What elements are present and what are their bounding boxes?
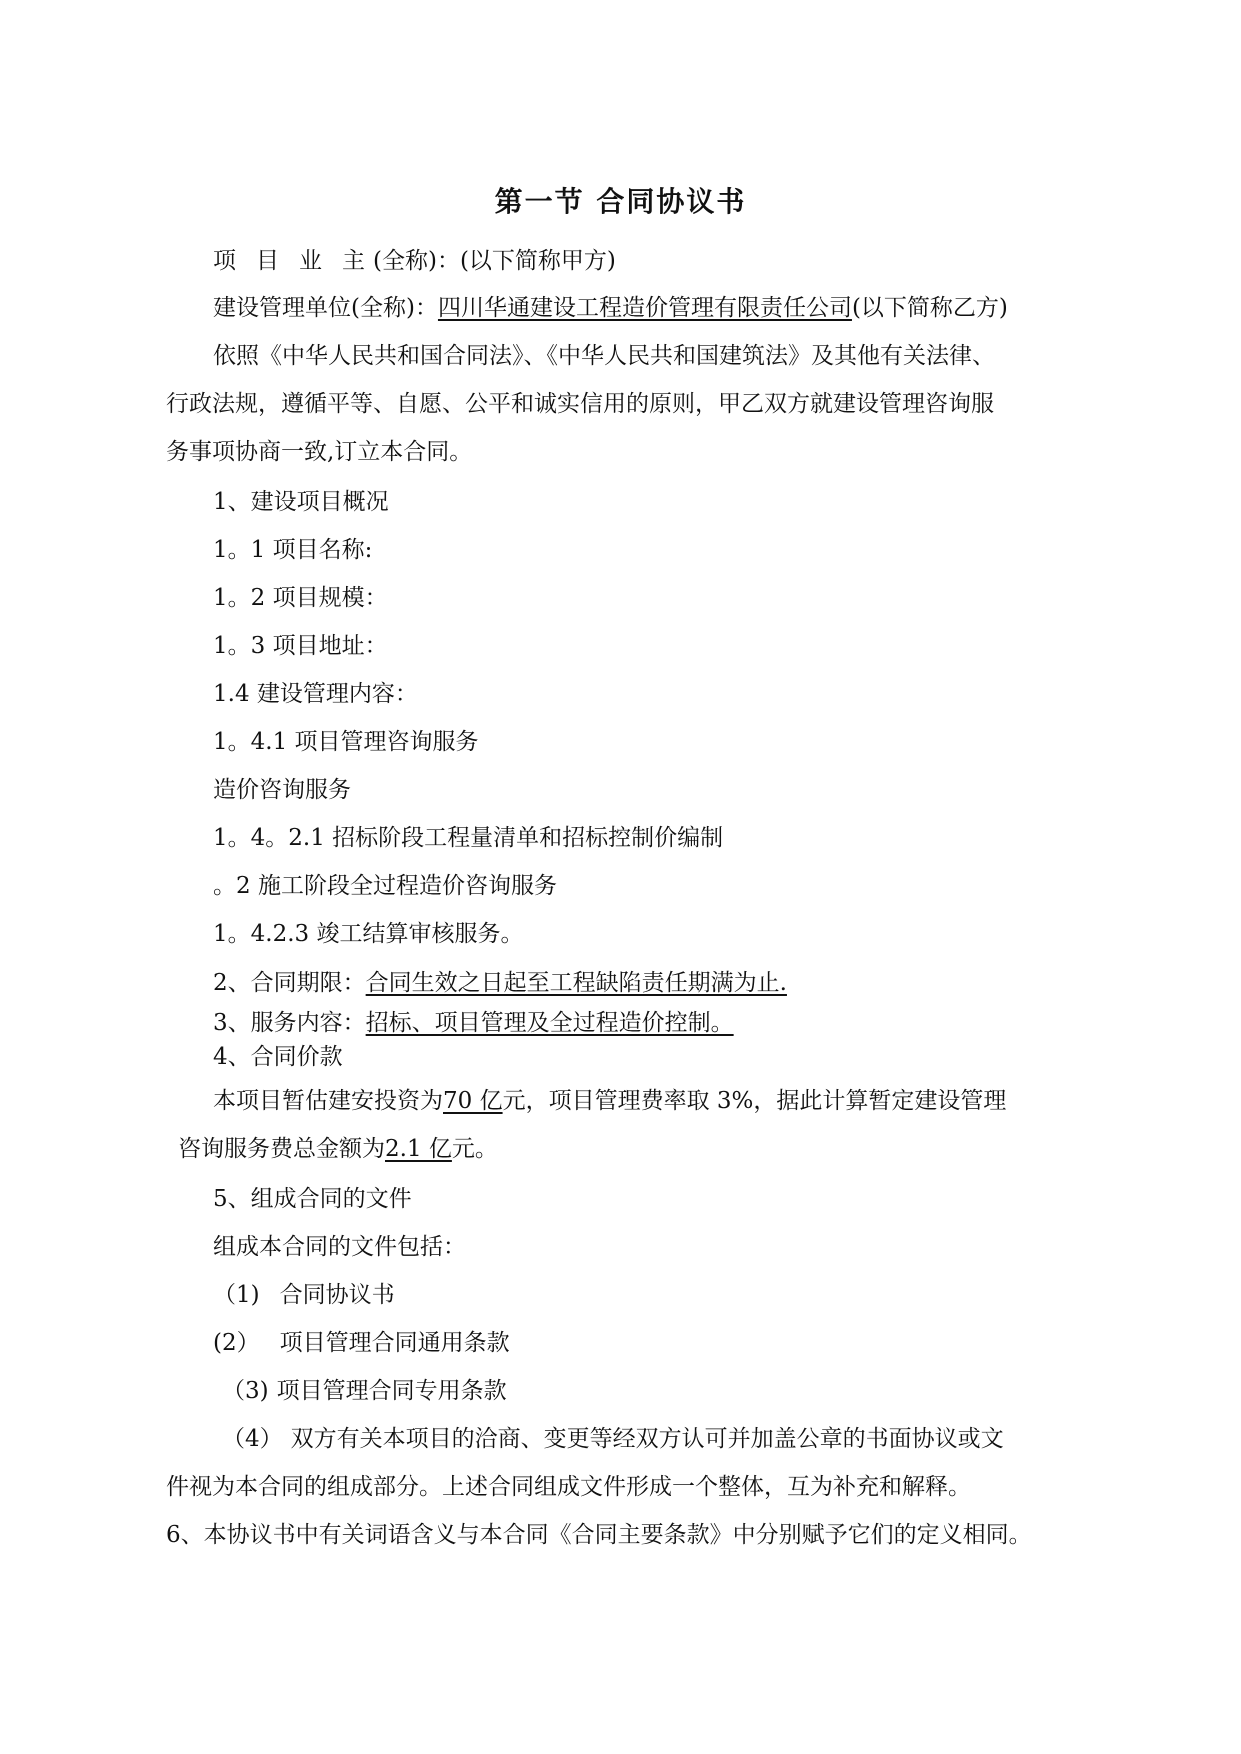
- doc-item-4-num: （4）: [222, 1426, 283, 1452]
- price-text-1a: 本项目暂估建安投资为: [213, 1088, 443, 1114]
- item-1-2: 1。2 项目规模：: [213, 585, 388, 611]
- term-value: 合同生效之日起至工程缺陷责任期满为止.: [365, 970, 787, 996]
- owner-line: [213, 246, 616, 276]
- term-line: [213, 968, 787, 998]
- cost-consulting: 造价咨询服务: [213, 777, 351, 803]
- doc-item-1-num: （1): [213, 1282, 260, 1308]
- doc-item-3-text: 项目管理合同专用条款: [276, 1378, 507, 1404]
- owner-rest: (全称)：(以下简称甲方): [373, 248, 616, 274]
- section-6: 6、本协议书中有关词语含义与本合同《合同主要条款》中分别赋予它们的定义相同。: [166, 1522, 1032, 1548]
- doc-item-2: [213, 1328, 510, 1358]
- doc-item-4-cont: 件视为本合同的组成部分。上述合同组成文件形成一个整体，互为补充和解释。: [166, 1474, 971, 1500]
- docs-heading: 5、组成合同的文件: [213, 1186, 412, 1212]
- basis-line-3: 务事项协商一致,订立本合同。: [166, 439, 473, 465]
- basis-line-2: 行政法规，遵循平等、自愿、公平和诚实信用的原则，甲乙双方就建设管理咨询服: [166, 391, 994, 417]
- page-title: 第一节 合同协议书: [494, 185, 747, 218]
- manager-suffix: (以下简称乙方): [851, 295, 1008, 321]
- price-line-1: [213, 1086, 1006, 1116]
- service-value: 招标、项目管理及全过程造价控制。: [365, 1010, 734, 1036]
- service-label: 3、服务内容：: [213, 1010, 366, 1036]
- item-1-4-2-3: 1。4.2.3 竣工结算审核服务。: [213, 921, 524, 947]
- doc-item-4: [222, 1424, 1004, 1454]
- doc-item-3-num: （3): [222, 1378, 269, 1404]
- item-2-construction: 。2 施工阶段全过程造价咨询服务: [213, 873, 557, 899]
- item-1-3: 1。3 项目地址：: [213, 633, 388, 659]
- doc-item-2-text: 项目管理合同通用条款: [279, 1330, 510, 1356]
- item-1-4-1: 1。4.1 项目管理咨询服务: [213, 729, 479, 755]
- price-heading: 4、合同价款: [213, 1044, 343, 1070]
- price-text-2a: 咨询服务费总金额为: [178, 1136, 385, 1162]
- owner-char-3: 业: [299, 248, 322, 274]
- manager-label: 建设管理单位(全称)：: [213, 295, 438, 321]
- doc-item-3: [222, 1376, 507, 1406]
- fee-amount: 2.1 亿: [385, 1136, 452, 1162]
- price-line-2: [178, 1134, 498, 1164]
- section-1-heading: 1、建设项目概况: [213, 489, 389, 515]
- doc-item-4-text: 双方有关本项目的洽商、变更等经双方认可并加盖公章的书面协议或文: [290, 1426, 1004, 1452]
- item-1-4-2-1: 1。4。2.1 招标阶段工程量清单和招标控制价编制: [213, 825, 724, 851]
- term-label: 2、合同期限：: [213, 970, 366, 996]
- item-1-4: 1.4 建设管理内容：: [213, 681, 418, 707]
- doc-item-2-num: (2）: [213, 1330, 260, 1356]
- manager-company: 四川华通建设工程造价管理有限责任公司: [437, 295, 852, 321]
- price-text-2b: 元。: [451, 1136, 498, 1162]
- doc-item-1: [213, 1280, 395, 1310]
- docs-intro: 组成本合同的文件包括：: [213, 1234, 466, 1260]
- service-line: [213, 1008, 734, 1038]
- investment-amount: 70 亿: [443, 1088, 503, 1114]
- doc-item-1-text: 合同协议书: [279, 1282, 395, 1308]
- basis-line-1: 依照《中华人民共和国合同法》、《中华人民共和国建筑法》及其他有关法律、: [213, 343, 995, 369]
- price-text-1b: 元，项目管理费率取 3%，据此计算暂定建设管理: [502, 1088, 1007, 1114]
- owner-char-4: 主: [342, 248, 365, 274]
- item-1-1: 1。1 项目名称:: [213, 537, 373, 563]
- manager-line: [213, 293, 1008, 323]
- owner-char-1: 项: [213, 248, 236, 274]
- owner-char-2: 目: [256, 248, 279, 274]
